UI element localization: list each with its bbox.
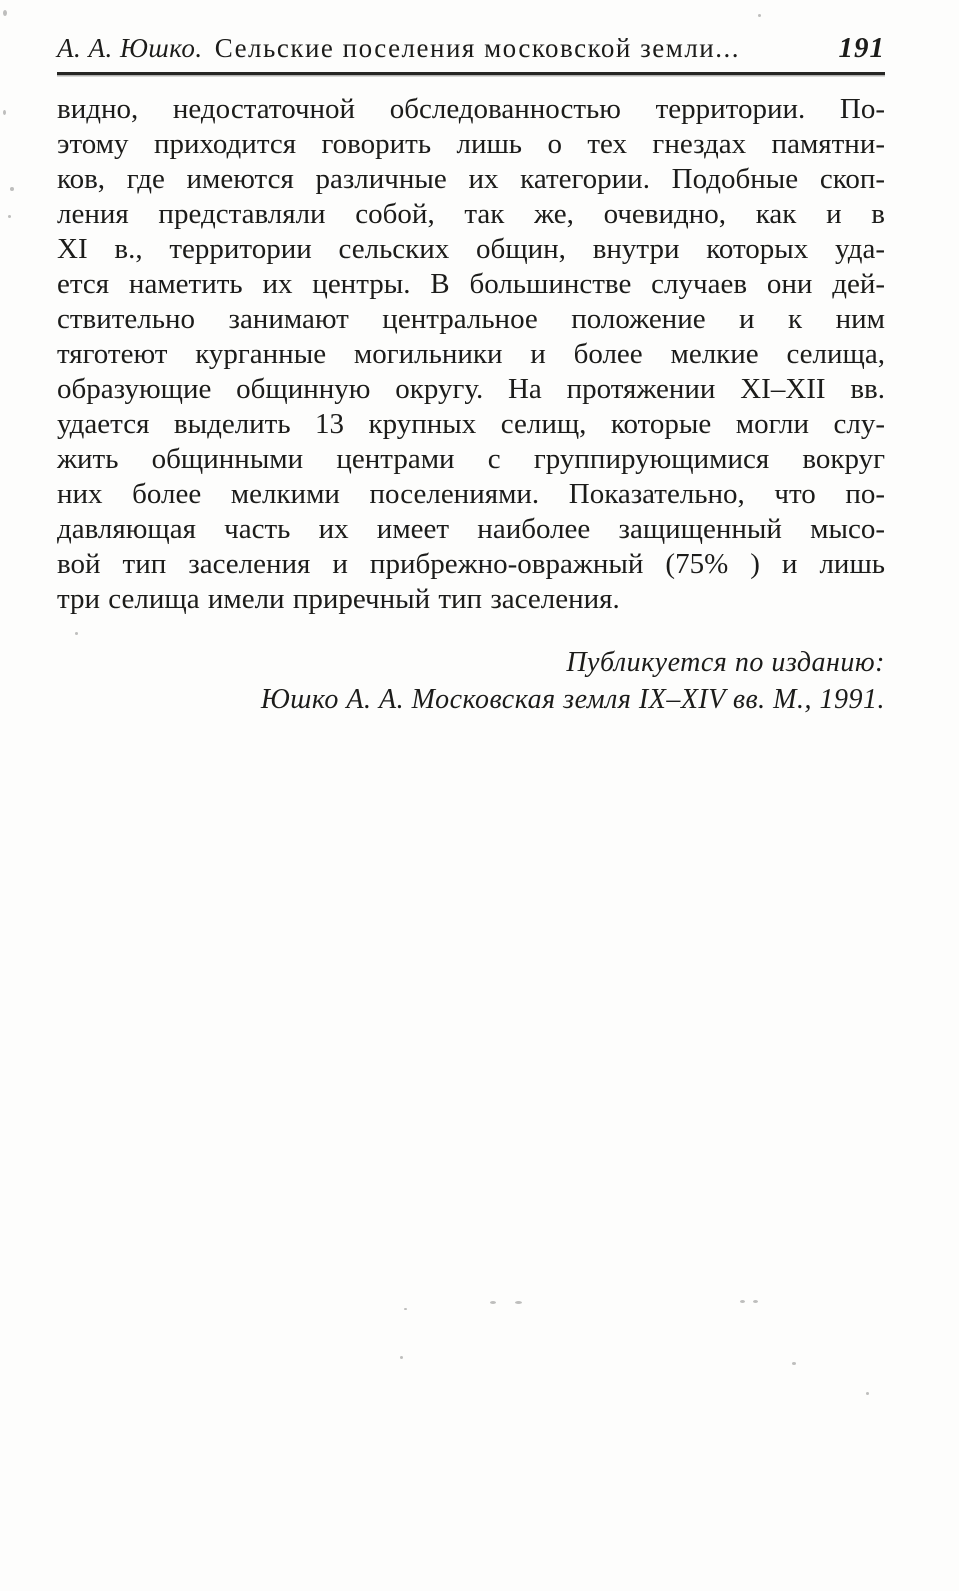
text-line: тяготеют курганные могильники и более мелкие селища, [57,338,885,370]
text-line: удается выделить 13 крупных селищ, которые могли слу- [57,408,885,440]
header-title: Сельские поселения московской земли... [214,33,740,63]
scan-speck [404,1308,407,1310]
running-header [57,32,885,75]
text-line: них более мелкими поселениями. Показательно, что по- [57,478,885,510]
scan-speck [740,1300,745,1303]
scan-speck [866,1392,869,1395]
page-content [57,0,885,718]
scan-speck [3,10,7,16]
scan-speck [758,14,761,17]
colophon-source-label: Публикуется по изданию: [566,647,885,678]
body-text [57,92,885,617]
text-line: жить общинными центрами с группирующимися вокруг [57,443,885,475]
header-author: А. А. Юшко. [57,33,203,63]
colophon [57,644,885,718]
scan-speck [8,215,11,218]
text-line: вой тип заселения и прибрежно-овражный (75% ) и лишь [57,548,885,580]
scan-speck [515,1301,522,1304]
text-line: три селища имели приречный тип заселения. [57,583,620,615]
scan-speck [490,1301,496,1304]
scan-speck [10,187,14,191]
text-line: давляющая часть их имеет наиболее защищенный мысо- [57,513,885,545]
scan-speck [753,1300,758,1303]
scan-speck [400,1356,403,1359]
text-line: ления представляли собой, так же, очевидно, как и в [57,198,885,230]
colophon-citation: Юшко А. А. Московская земля IX–XIV вв. М., 1991. [260,684,885,715]
text-line: XI в., территории сельских общин, внутри которых уда- [57,233,885,265]
text-line: этому приходится говорить лишь о тех гнездах памятни- [57,128,885,160]
text-line: ствительно занимают центральное положение и к ним [57,303,885,335]
header-rule [57,72,885,75]
text-line: ется наметить их центры. В большинстве случаев они дей- [57,268,885,300]
page-number: 191 [838,32,885,64]
scan-speck [75,632,78,635]
header-line [57,32,885,65]
text-line: ков, где имеются различные их категории. Подобные скоп- [57,163,885,195]
text-line: видно, недостаточной обследованностью территории. По- [57,93,885,125]
scan-speck [792,1362,796,1365]
text-line: образующие общинную округу. На протяжении XI–XII вв. [57,373,885,405]
scan-speck [3,110,6,115]
